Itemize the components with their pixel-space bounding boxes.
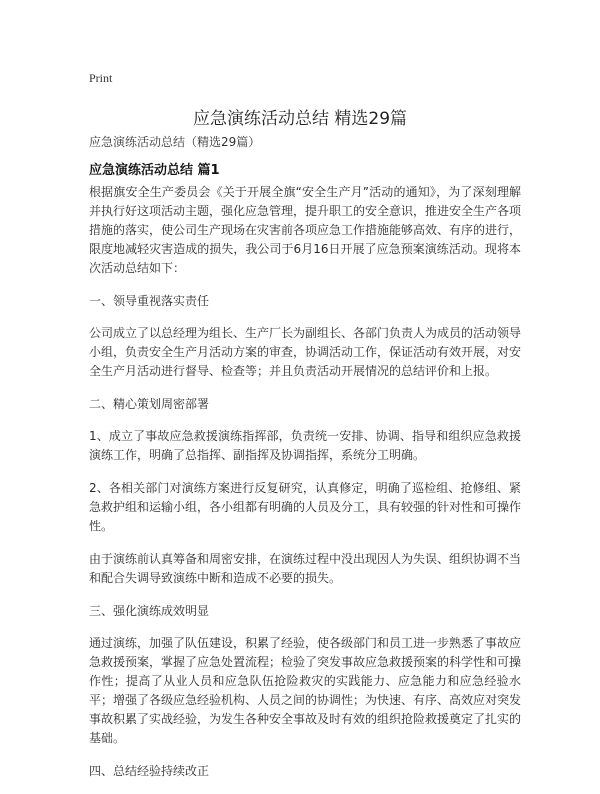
paragraph-leadership: 公司成立了以总经理为组长、生产厂长为副组长、各部门负责人为成员的活动领导小组，负责安全生产月活动方案的审查，协调活动工作，保证活动有效开展，对安全生产月活动进行督导、检查等；并且负责活动开展情况的总结评价和上报。 xyxy=(89,326,522,378)
heading-leadership: 一、领导重视落实责任 xyxy=(89,294,210,308)
paragraph-results: 通过演练，加强了队伍建设，积累了经验，使各级部门和员工进一步熟悉了事故应急救援预案，掌握了应急处置流程；检验了突发事故应急救援预案的科学性和可操作性；提高了从业人员和应急队伍抢险救灾的实践能力、应急能力和应急经验水平；增强了各级应急经验机构、人员之间的协调性；为快速、有序、高效应对突发事故积累了实战经验，为发生各种安全事故及时有效的组织抢险救援奠定了扎实的基础。 xyxy=(89,636,522,745)
section-title: 应急演练活动总结 篇1 xyxy=(89,163,220,178)
document-subtitle: 应急演练活动总结（精选29篇） xyxy=(89,135,261,149)
print-link[interactable]: Print xyxy=(89,71,113,85)
paragraph-intro: 根据旗安全生产委员会《关于开展全旗“安全生产月”活动的通知》，为了深刻理解并执行好这项活动主题，强化应急管理，提升职工的安全意识，推进安全生产各项措施的落实，使公司生产现场在灾害前各项应急工作措施能够高效、有序的进行，限度地减轻灾害造成的损失，我公司于6月16日开展了应急预案演练活动。现将本次活动总结如下： xyxy=(89,185,522,275)
heading-summary: 四、总结经验持续改正 xyxy=(89,764,210,778)
paragraph-planning-1: 1、成立了事故应急救援演练指挥部，负责统一安排、协调、指导和组织应急救援演练工作，明确了总指挥、副指挥及协调指挥，系统分工明确。 xyxy=(89,429,521,462)
paragraph-planning-2: 2、各相关部门对演练方案进行反复研究，认真修定，明确了巡检组、抢修组、紧急救护组和运输小组，各小组都有明确的人员及分工，具有较强的针对性和可操作性。 xyxy=(89,481,522,533)
heading-results: 三、强化演练成效明显 xyxy=(89,604,210,618)
article-body xyxy=(89,183,521,794)
heading-planning: 二、精心策划周密部署 xyxy=(89,397,210,411)
page-title: 应急演练活动总结 精选29篇 xyxy=(192,109,408,129)
paragraph-planning-3: 由于演练前认真筹备和周密安排，在演练过程中没出现因人为失误、组织协调不当和配合失调导致演练中断和造成不必要的损失。 xyxy=(89,552,522,585)
